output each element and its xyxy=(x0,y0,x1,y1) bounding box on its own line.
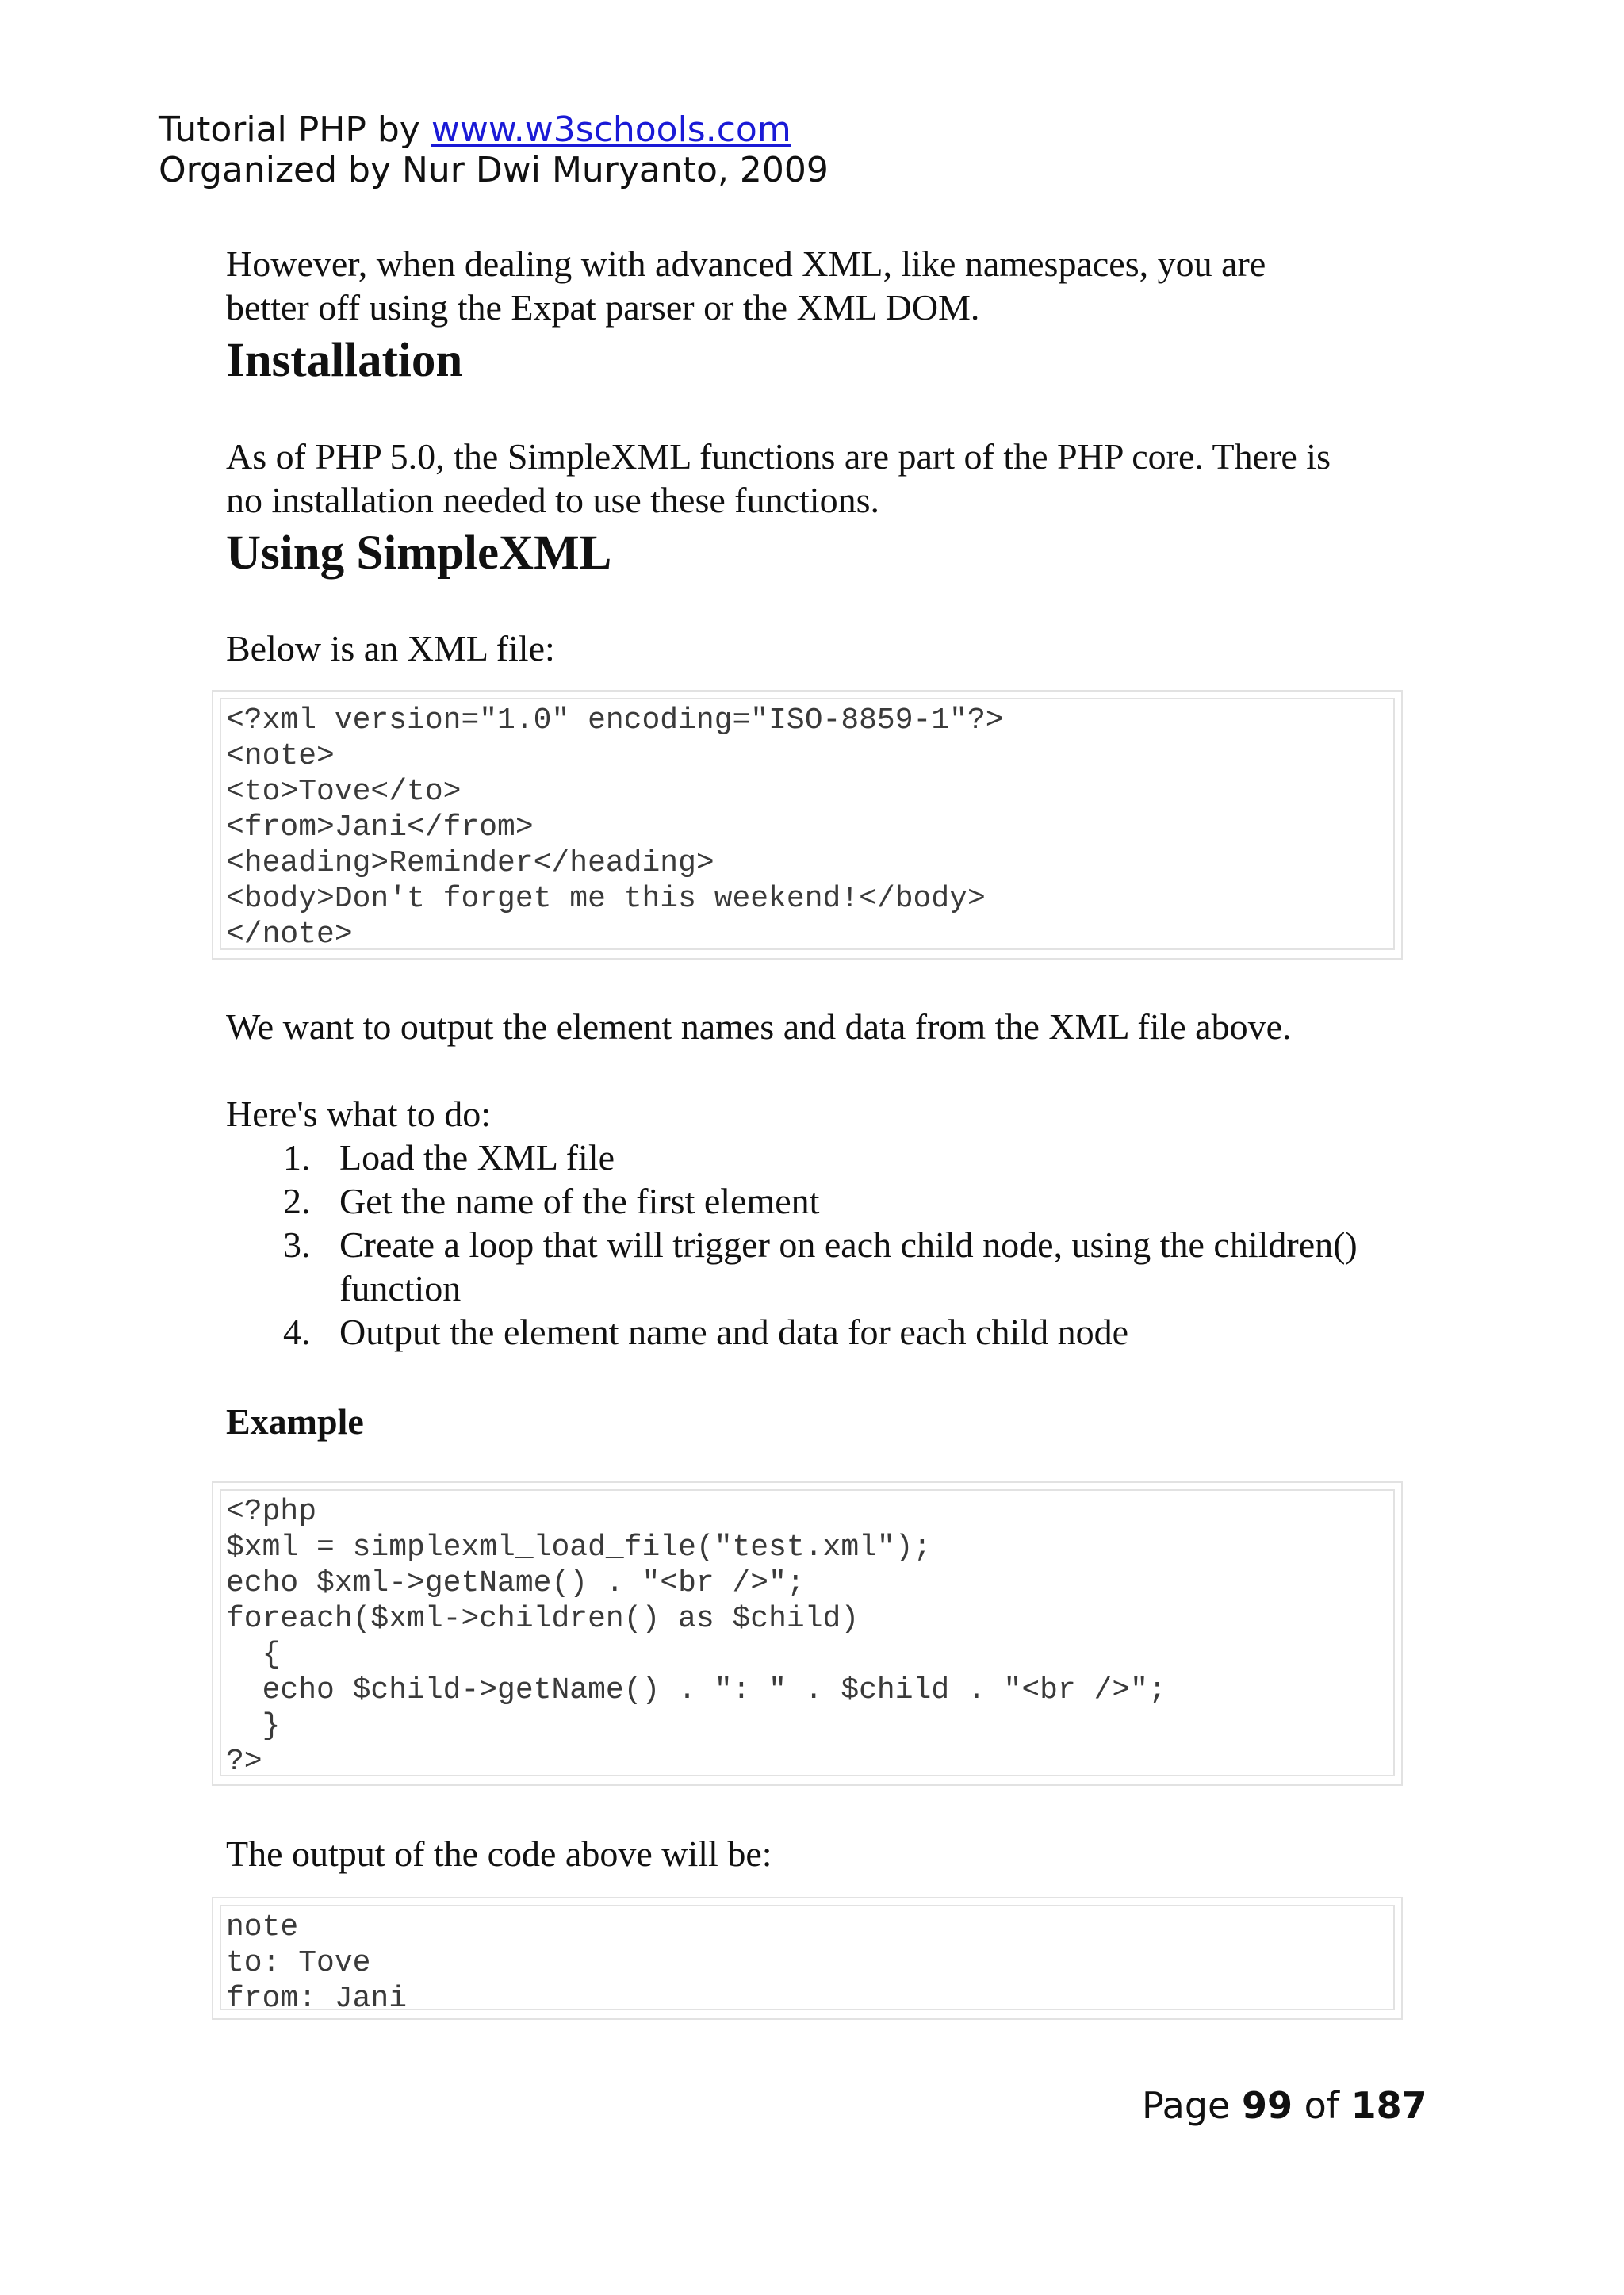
code-line: } xyxy=(226,1709,281,1743)
page-number: 99 xyxy=(1241,2084,1293,2127)
code-line: <from>Jani</from> xyxy=(226,810,534,845)
intro-paragraph-line-2: better off using the Expat parser or the XML DOM. xyxy=(226,287,980,328)
code-line: <?php xyxy=(226,1495,317,1529)
list-text: Load the XML file xyxy=(339,1137,615,1178)
code-line: echo $xml->getName() . "<br />"; xyxy=(226,1566,805,1600)
header-line-1 xyxy=(159,109,829,150)
list-item xyxy=(226,1310,1400,1354)
xml-code-box xyxy=(212,690,1403,960)
list-number: 1. xyxy=(283,1137,311,1178)
list-item xyxy=(226,1179,1400,1223)
main-content xyxy=(226,242,1400,329)
output-intro-text xyxy=(226,1832,1400,1875)
output-intro-paragraph: The output of the code above will be: xyxy=(226,1833,772,1874)
using-section xyxy=(226,526,1400,581)
header-prefix: Tutorial PHP by xyxy=(159,109,431,150)
list-number: 2. xyxy=(283,1181,311,1221)
code-line: { xyxy=(226,1638,281,1672)
install-line-1: As of PHP 5.0, the SimpleXML functions are part of the PHP core. There is xyxy=(226,436,1331,477)
heading-installation: Installation xyxy=(226,334,463,387)
list-item xyxy=(226,1223,1400,1266)
php-code-box xyxy=(212,1481,1403,1786)
install-line-2: no installation needed to use these functions. xyxy=(226,480,879,520)
xml-code-inner xyxy=(220,698,1395,950)
list-text: function xyxy=(339,1268,462,1308)
page-total: 187 xyxy=(1350,2084,1427,2127)
code-line: <heading>Reminder</heading> xyxy=(226,846,714,880)
what-to-do-paragraph: Here's what to do: xyxy=(226,1094,492,1134)
code-line: to: Tove xyxy=(226,1946,371,1980)
want-output-paragraph: We want to output the element names and data from the XML file above. xyxy=(226,1006,1292,1047)
code-line: <?xml version="1.0" encoding="ISO-8859-1"?> xyxy=(226,703,1004,738)
code-line: <to>Tove</to> xyxy=(226,775,462,809)
list-number: 3. xyxy=(283,1224,311,1265)
example-heading: Example xyxy=(226,1401,364,1442)
want-output-text xyxy=(226,1005,1400,1048)
example-heading-block xyxy=(226,1400,1400,1443)
code-line: <note> xyxy=(226,739,335,773)
php-code-inner xyxy=(220,1489,1395,1779)
w3schools-link[interactable]: www.w3schools.com xyxy=(431,109,791,150)
code-line: $xml = simplexml_load_file("test.xml"); xyxy=(226,1531,932,1565)
below-xml-paragraph: Below is an XML file: xyxy=(226,628,555,669)
list-text: Output the element name and data for each child node xyxy=(339,1312,1128,1352)
of-label: of xyxy=(1293,2084,1351,2127)
list-item xyxy=(226,1136,1400,1179)
installation-paragraph xyxy=(226,435,1400,522)
page-footer xyxy=(1142,2084,1427,2127)
heading-using-simplexml: Using SimpleXML xyxy=(226,527,612,580)
code-line: echo $child->getName() . ": " . $child . "<br />"; xyxy=(226,1673,1166,1707)
page-header xyxy=(159,109,829,190)
code-line: from: Jani xyxy=(226,1982,408,2016)
intro-paragraph-line-1: However, when dealing with advanced XML, like namespaces, you are xyxy=(226,243,1266,284)
output-code-box xyxy=(212,1897,1403,2020)
list-number: 4. xyxy=(283,1312,311,1352)
code-line: foreach($xml->children() as $child) xyxy=(226,1602,860,1636)
steps-section xyxy=(226,1092,1400,1354)
header-line-2: Organized by Nur Dwi Muryanto, 2009 xyxy=(159,150,829,190)
page-label: Page xyxy=(1142,2084,1242,2127)
list-text: Create a loop that will trigger on each child node, using the children() xyxy=(339,1224,1358,1265)
output-code-inner xyxy=(220,1905,1395,2016)
code-line: <body>Don't forget me this weekend!</body> xyxy=(226,882,986,916)
code-line: note xyxy=(226,1910,299,1944)
below-xml-text xyxy=(226,626,1400,670)
steps-list xyxy=(226,1136,1400,1354)
installation-section xyxy=(226,333,1400,389)
list-item xyxy=(226,1266,1400,1310)
code-line: </note> xyxy=(226,918,353,952)
code-line: ?> xyxy=(226,1745,262,1779)
list-text: Get the name of the first element xyxy=(339,1181,820,1221)
